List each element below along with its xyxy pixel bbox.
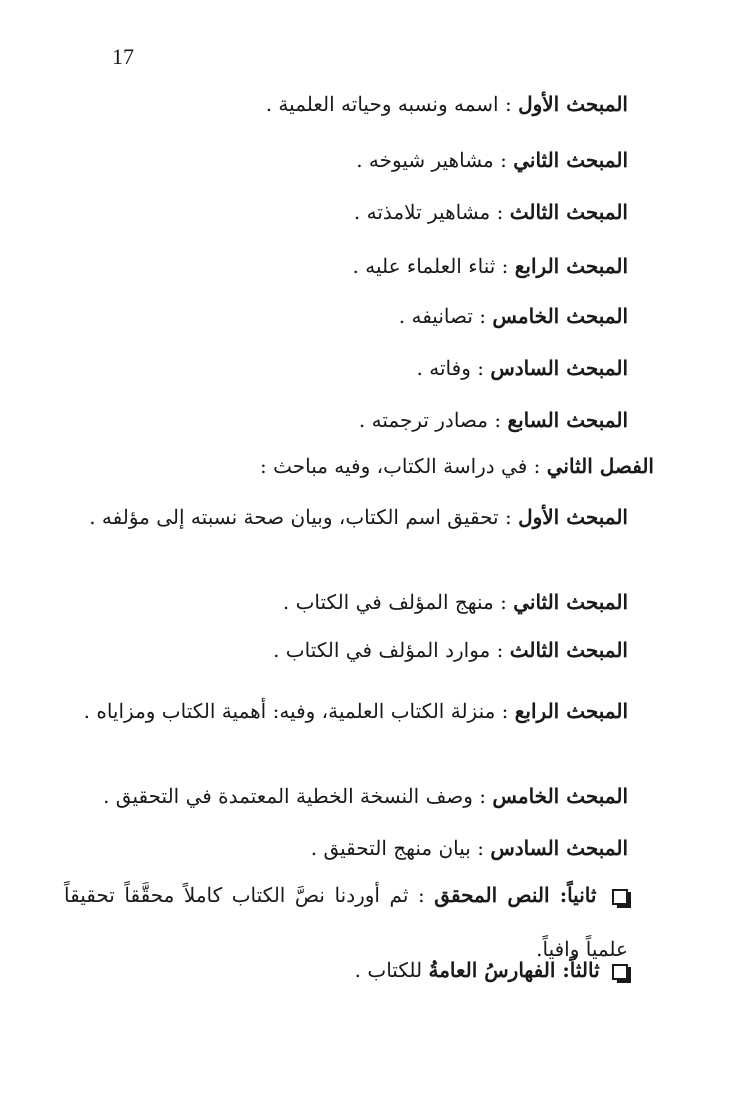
item-text: : وفاته . [416,356,484,380]
list-item [359,402,628,438]
item-text: : منهج المؤلف في الكتاب . [282,590,507,614]
item-text: للكتاب . [354,958,423,982]
list-item [356,142,628,178]
list-item [78,490,628,544]
item-label: المبحث الرابع [514,254,628,278]
list-item [311,830,628,866]
list-item [355,952,628,988]
list-item [354,194,628,230]
checkbox-bullet-icon [612,889,628,905]
item-label: المبحث الأول [518,505,628,529]
item-text: : اسمه ونسبه وحياته العلمية . [265,92,512,116]
item-label: المبحث الأول [518,92,628,116]
item-label: المبحث الثاني [513,590,628,614]
page-number: 17 [112,44,134,69]
item-label: المبحث السادس [490,836,628,860]
item-text: : وصف النسخة الخطية المعتمدة في التحقيق . [103,784,487,808]
chapter-label: الفصل الثاني [546,454,654,478]
item-text: : تحقيق اسم الكتاب، وبيان صحة نسبته إلى مؤلفه . [89,505,512,529]
item-text: : مصادر ترجمته . [358,408,502,432]
item-label: المبحث الخامس [492,784,628,808]
item-label: المبحث الثالث [509,200,628,224]
item-label: المبحث السادس [490,356,628,380]
item-text: : مشاهير شيوخه . [356,148,507,172]
item-label: ثانياً: النص المحقق [434,883,597,907]
list-item [103,778,628,814]
item-text: : مشاهير تلامذته . [353,200,504,224]
item-text: : ثم أوردنا نصَّ الكتاب كاملاً محقَّقاً تحقيقاً علمياً وافياً. [64,883,628,961]
chapter-heading [260,448,654,484]
list-item [399,298,628,334]
item-label: المبحث الرابع [514,699,628,723]
item-label: المبحث السابع [507,408,628,432]
list-item [78,684,628,738]
list-item [283,584,628,620]
chapter-text: : في دراسة الكتاب، وفيه مباحث : [260,454,541,478]
item-label: المبحث الخامس [492,304,628,328]
item-text: : بيان منهج التحقيق . [310,836,484,860]
checkbox-bullet-icon [612,964,628,980]
list-item [273,632,628,668]
item-text: : منزلة الكتاب العلمية، وفيه: أهمية الكتاب ومزاياه . [83,699,509,723]
item-label: المبحث الثالث [509,638,628,662]
list-item [266,86,628,122]
item-text: : تصانيفه . [398,304,487,328]
item-label: ثالثاً: الفهارسُ العامةُ [428,958,600,982]
list-item [353,248,629,284]
list-item [417,350,628,386]
item-text: : موارد المؤلف في الكتاب . [273,638,504,662]
item-text: : ثناء العلماء عليه . [352,254,509,278]
item-label: المبحث الثاني [513,148,628,172]
